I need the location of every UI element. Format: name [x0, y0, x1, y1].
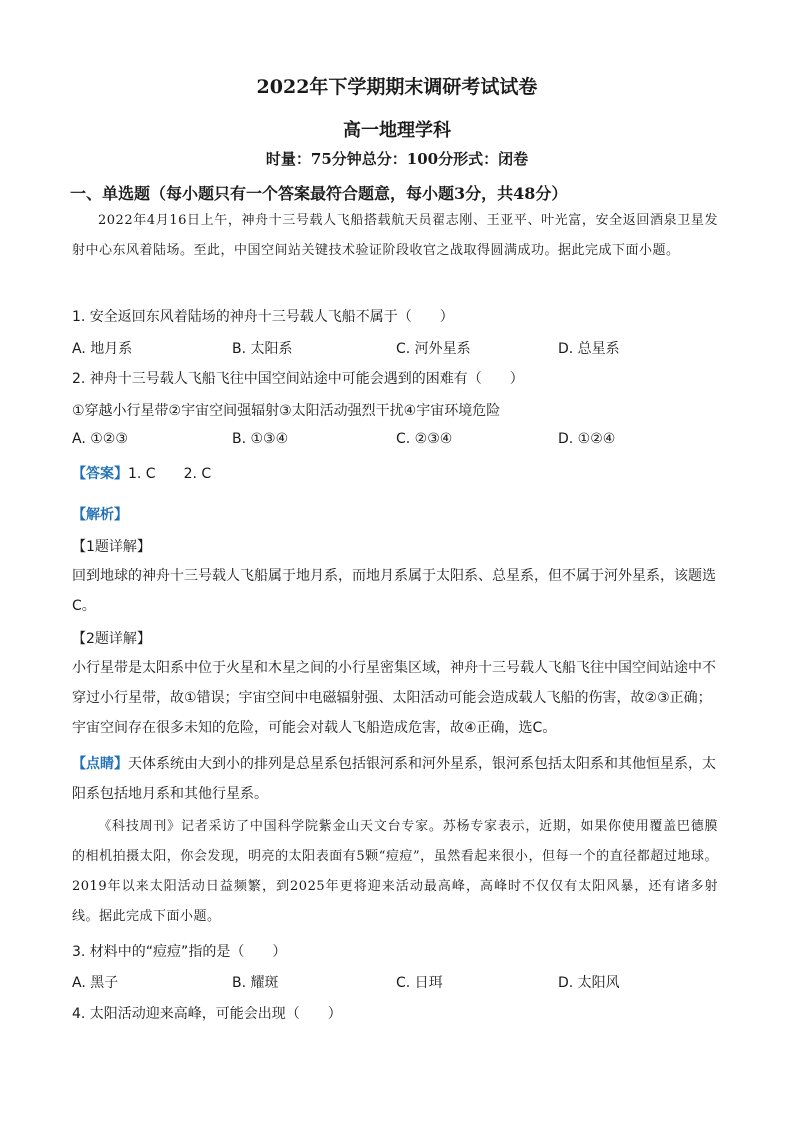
q1-option-c: C. 河外星系 — [396, 341, 471, 357]
q1-option-d: D. 总星系 — [558, 341, 620, 357]
material-passage-2 — [72, 812, 718, 932]
tip-block — [72, 749, 720, 809]
question-2-items: ①穿越小行星带②宇宙空间强辐射③太阳活动强烈干扰④宇宙环境危险 — [72, 403, 501, 419]
q3-option-b: B. 耀斑 — [232, 975, 279, 991]
material-2-text: 《科技周刊》记者采访了中国科学院紫金山天文台专家。苏杨专家表示，近期，如果你使用覆盖巴德膜的相机拍摄太阳，你会发现，明亮的太阳表面有5颗“痘痘”，虽然看起来很小，但每一个的直径都超过地球。2019年以来太阳活动日益频繁，到2025年更将迎来活动最高峰，高峰时不仅仅有太阳风暴，还有诸多射线。据此完成下面小题。 — [72, 819, 718, 924]
q2-option-c: C. ②③④ — [396, 431, 453, 447]
detail-2-text: 小行星带是太阳系中位于火星和木星之间的小行星密集区域，神舟十三号载人飞船飞往中国空间站途中不穿过小行星带，故①错误；宇宙空间中电磁辐射强、太阳活动可能会造成载人飞船的伤害，故②③正确；宇宙空间存在很多未知的危险，可能会对载人飞船造成危害，故④正确，选C。 — [72, 660, 716, 736]
q2-option-b: B. ①③④ — [232, 431, 289, 447]
q3-option-d: D. 太阳风 — [558, 975, 620, 991]
q3-option-a: A. 黑子 — [72, 975, 119, 991]
material-1-text: 2022年4月16日上午，神舟十三号载人飞船搭载航天员翟志刚、王亚平、叶光富，安全返回酒泉卫星发射中心东风着陆场。至此，中国空间站关键技术验证阶段收官之战取得圆满成功。据此完成下面小题。 — [72, 213, 718, 258]
question-1-stem: 1. 安全返回东风着陆场的神舟十三号载人飞船不属于（ ） — [72, 309, 454, 325]
detail-1-text: 回到地球的神舟十三号载人飞船属于地月系，而地月系属于太阳系、总星系，但不属于河外星系，该题选C。 — [72, 568, 716, 614]
q3-option-c: C. 日珥 — [396, 975, 443, 991]
question-4-stem: 4. 太阳活动迎来高峰，可能会出现（ ） — [72, 1006, 342, 1022]
question-2-stem: 2. 神舟十三号载人飞船飞往中国空间站途中可能会遇到的困难有（ ） — [72, 371, 524, 387]
answer-text: 1. C 2. C — [128, 466, 212, 482]
tip-label: 【点睛】 — [72, 756, 128, 772]
exam-info: 时量：75分钟总分：100分形式：闭卷 — [265, 150, 529, 168]
analysis-label: 【解析】 — [72, 507, 128, 523]
q2-option-a: A. ①②③ — [72, 431, 128, 447]
exam-subject: 高一地理学科 — [343, 120, 451, 141]
detail-1-label: 【1题详解】 — [72, 539, 151, 555]
q1-option-a: A. 地月系 — [72, 341, 133, 357]
answer-label: 【答案】 — [72, 466, 128, 482]
q2-option-d: D. ①②④ — [558, 431, 616, 447]
exam-title: 2022年下学期期末调研考试试卷 — [256, 76, 538, 98]
answer-line — [72, 463, 211, 483]
tip-text: 天体系统由大到小的排列是总星系包括银河系和河外星系，银河系包括太阳系和其他恒星系，太阳系包括地月系和其他行星系。 — [72, 756, 716, 802]
section-heading: 一、单选题（每小题只有一个答案最符合题意，每小题3分，共48分） — [70, 184, 568, 203]
question-3-stem: 3. 材料中的“痘痘”指的是（ ） — [72, 944, 287, 960]
q1-option-b: B. 太阳系 — [232, 341, 293, 357]
material-passage-1 — [72, 206, 718, 266]
detail-2-label: 【2题详解】 — [72, 631, 151, 647]
